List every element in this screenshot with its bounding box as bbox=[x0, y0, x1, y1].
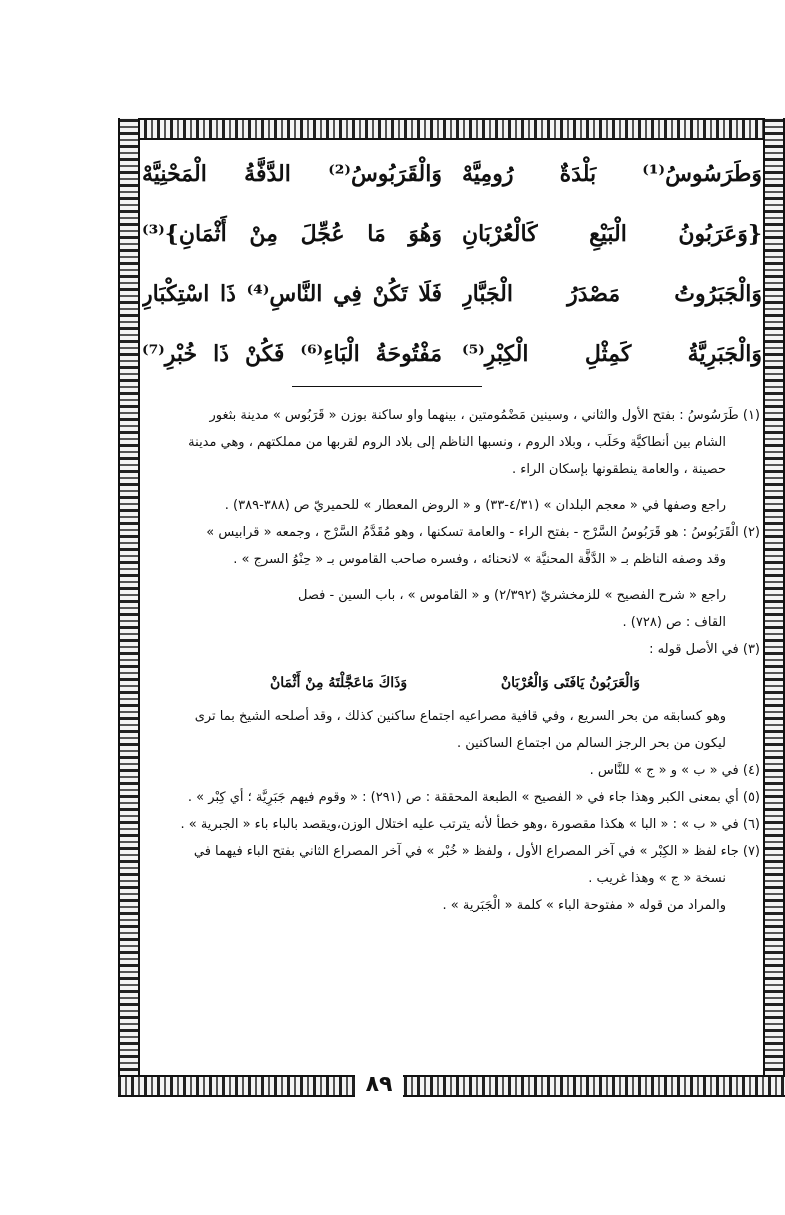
quoted-first-hemistich: وَالْعَرَبُونُ يَافَتَى وَالْعُرْبَانْ bbox=[500, 675, 640, 691]
verse-second-hemistich: وَالْقَرَبُوسُ⁽²⁾ الدَّفَّةُ الْمَحْنِيَّهْ bbox=[142, 161, 442, 187]
footnote-7-line: والمراد من قوله « مفتوحة الباء » كلمة « الْجَبَرية » . bbox=[442, 898, 726, 913]
verse-second-hemistich: وَهُوَ مَا عُجِّلَ مِنْ أَثْمَانِ}⁽³⁾ bbox=[142, 221, 442, 247]
footnote-1-line: (١) طَرَسُوسُ : بفتح الأول والثاني ، وسينين مَضْمُومتين ، بينهما واو ساكنة بوزن « قَرَبُوس » مدينة بثغور bbox=[209, 408, 760, 423]
footnote-2-line: وقد وصفه الناظم بـ « الدَّفَّة المحنيَّة » لانحنائه ، وفسره صاحب القاموس بـ « حِنْوُ السرج » . bbox=[233, 552, 726, 567]
footnote-3-line: وهو كسابقه من بحر السريع ، وفي قافية مصراعيه اجتماع ساكنين كذلك ، وقد أصلحه الشيخ بما ترى bbox=[194, 709, 726, 724]
footnote-2-line: (٢) الْقَرَبُوسُ : هو قَرَبُوسُ السَّرْج - بفتح الراء - والعامة تسكنها ، وهو مُقَدَّمُ السَّرْج ، وجمعه « قرابيس » bbox=[206, 525, 760, 540]
ornamental-border-bottom bbox=[118, 1075, 785, 1097]
footnote-4: (٤) في « ب » و « ج » للنَّاس . bbox=[589, 763, 760, 778]
footnote-1-reference: راجع وصفها في « معجم البلدان » (٤/٣١-٣٣) و « الروض المعطار » للحميريّ ص (٣٨٨-٣٨٩) . bbox=[224, 498, 726, 513]
poem bbox=[142, 148, 762, 390]
footnote-6: (٦) في « ب » : « البا » هكذا مقصورة ،وهو خطأ لأنه يترتب عليه اختلال الوزن،ويقصد بالباء باء « الجبرية » . bbox=[180, 817, 760, 832]
ornamental-border-right bbox=[763, 118, 785, 1097]
ornamental-border-top bbox=[118, 118, 785, 140]
verse-first-hemistich: وَالْجَبَرِيَّةُ كَمِثْلِ الْكِبْرِ⁽⁵⁾ bbox=[462, 341, 762, 367]
footnote-5: (٥) أي بمعنى الكبر وهذا جاء في « الفصيح » الطبعة المحققة : ص (٢٩١) : « وقوم فيهم جَبَرِيَّة ؛ أي كِبْر » . bbox=[187, 790, 760, 805]
footnote-1-line: الشام بين أنطاكيَّة وحَلَب ، وبلاد الروم ، ونسبها الناظم إلى بلاد الروم لقربها من مملكتهم ، وهي مدينة bbox=[188, 435, 726, 450]
verse-first-hemistich: وَالْجَبَرُوتُ مَصْدَرُ الْجَبَّارِ bbox=[462, 281, 762, 307]
verse bbox=[142, 148, 762, 204]
footnote-3-quoted-verse bbox=[150, 663, 760, 703]
footnote-2-reference: القاف : ص (٧٢٨) . bbox=[622, 615, 726, 630]
footnote-7-line: (٧) جاء لفظ « الكِبْر » في آخر المصراع الأول ، ولفظ « خُبْر » في آخر المصراع الثاني بفتح الباء فيهما في bbox=[193, 844, 760, 859]
verse-second-hemistich: فَلَا تَكُنْ فِي النَّاسِ⁽⁴⁾ ذَا اسْتِكْبَارِ bbox=[142, 281, 442, 307]
page-number: ٨٩ bbox=[355, 1070, 403, 1100]
verse bbox=[142, 268, 762, 324]
footnote-7-line: نسخة « ج » وهذا غريب . bbox=[588, 871, 726, 886]
footnote-3-line: (٣) في الأصل قوله : bbox=[649, 642, 760, 657]
footnotes bbox=[150, 402, 760, 919]
footnote-2-reference: راجع « شرح الفصيح » للزمخشريّ (٢/٣٩٢) و « القاموس » ، باب السين - فصل bbox=[297, 588, 726, 603]
quoted-second-hemistich: وَذَاكَ مَاعَجَّلْتَهُ مِنْ أَثْمَانْ bbox=[270, 675, 408, 691]
footnote-3-line: ليكون من بحر الرجز السالم من اجتماع الساكنين . bbox=[457, 736, 726, 751]
verse-first-hemistich: {وَعَرَبُونُ الْبَيْعِ كَالْعُرْبَانِ bbox=[462, 221, 762, 247]
verse-second-hemistich: مَفْتُوحَةُ الْبَاءِ⁽⁶⁾ فَكُنْ ذَا خُبْرِ⁽⁷⁾ bbox=[142, 341, 442, 367]
footnote-1-line: حصينة ، والعامة ينطقونها بإسكان الراء . bbox=[512, 462, 726, 477]
ornamental-border-left bbox=[118, 118, 140, 1097]
verse bbox=[142, 328, 762, 384]
footnote-separator-line bbox=[292, 386, 482, 387]
verse-first-hemistich: وَطَرَسُوسُ⁽¹⁾ بَلْدَةٌ رُومِيَّهْ bbox=[462, 161, 762, 187]
verse bbox=[142, 208, 762, 264]
